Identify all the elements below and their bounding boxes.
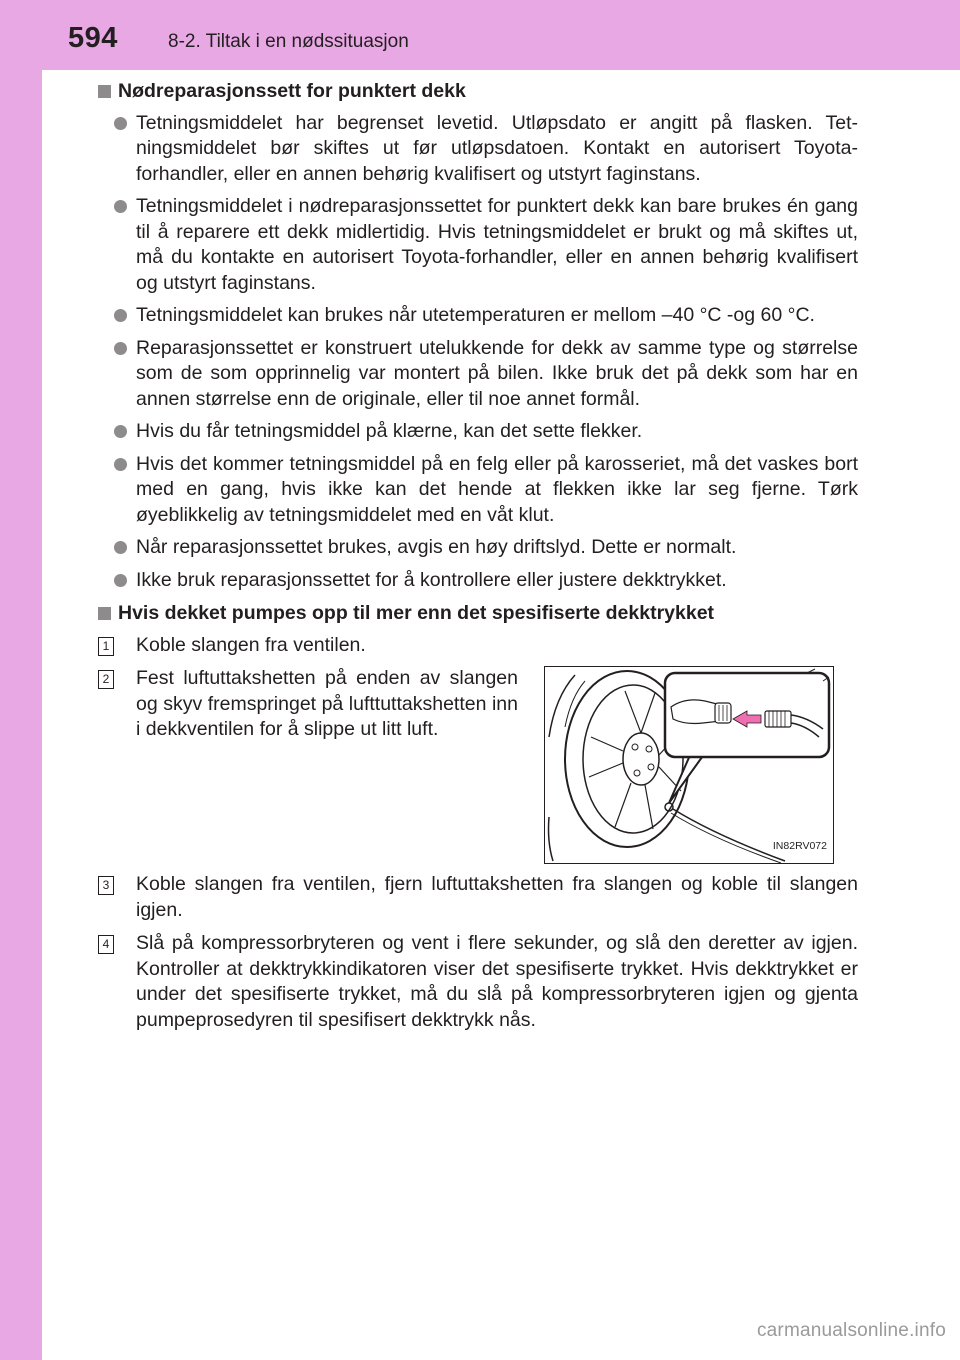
sub-heading-repair-kit: Nødreparasjonssett for punktert dekk <box>98 79 858 105</box>
step-item-1: 1 Koble slangen fra ventilen. <box>98 633 858 659</box>
step-number: 4 <box>98 935 114 954</box>
round-bullet-icon <box>114 117 127 130</box>
step-number: 3 <box>98 876 114 895</box>
square-bullet-icon <box>98 607 111 620</box>
round-bullet-icon <box>114 574 127 587</box>
bullet-item: Når reparasjonssettet brukes, avgis en høy driftslyd. Dette er normalt. <box>98 535 858 561</box>
page-number: 594 <box>68 22 118 54</box>
bullet-item: Ikke bruk reparasjonssettet for å kontrollere eller justere dekktrykket. <box>98 568 858 594</box>
bullet-item: Hvis det kommer tetningsmiddel på en felg eller på karosseriet, må det vaskes bort med en gang, hvis ikke kan det hende at flekken ikke lar seg fjerne. Tørk øyeblikkelig av tetningsmiddelet med en våt klut. <box>98 452 858 529</box>
bullet-item: Reparasjonssettet er konstruert utelukkende for dekk av samme type og størrelse som de som opprinnelig var montert på bilen. Ikke bruk det på dekk som har en annen størrelse enn de originale, eller til noe annet formål. <box>98 336 858 413</box>
figure-code: IN82RV072 <box>772 839 827 852</box>
bullet-item: Tetningsmiddelet har begrenset levetid. Utløpsdato er angitt på flasken. Tetningsmiddelet bør skiftes ut før utløpsdatoen. Kontakt en autorisert Toyota-forhandler, eller en annen behørig kvalifisert og utstyrt faginstans. <box>98 111 858 188</box>
sub-heading-overinflated: Hvis dekket pumpes opp til mer enn det spesifiserte dekktrykket <box>98 601 858 627</box>
header-band <box>0 0 960 70</box>
bullet-item: Hvis du får tetningsmiddel på klærne, kan det sette flekker. <box>98 419 858 445</box>
side-tab <box>0 0 42 1360</box>
step-item-2: 2 Fest luftuttakshetten på enden av slangen og skyv fremspringet på lufttuttakshetten inn i dekkventilen for å slippe ut litt luft. IN82RV072 <box>98 666 858 864</box>
step-item-3: 3 Koble slangen fra ventilen, fjern luftuttakshetten fra slangen og koble til slangen igjen. <box>98 872 858 923</box>
round-bullet-icon <box>114 309 127 322</box>
bullet-item: Tetningsmiddelet kan brukes når utetemperaturen er mellom –40 °C -og 60 °C. <box>98 303 858 329</box>
round-bullet-icon <box>114 342 127 355</box>
step-number: 1 <box>98 637 114 656</box>
round-bullet-icon <box>114 541 127 554</box>
tire-valve-illustration <box>544 666 834 864</box>
section-title: 8-2. Tiltak i en nødssituasjon <box>168 31 409 52</box>
round-bullet-icon <box>114 425 127 438</box>
step-number: 2 <box>98 670 114 689</box>
watermark: carmanualsonline.info <box>756 1320 946 1341</box>
square-bullet-icon <box>98 85 111 98</box>
step-item-4: 4 Slå på kompressorbryteren og vent i flere sekunder, og slå den deretter av igjen. Kontroller at dekktrykkindikatoren viser det spesifiserte trykket. Hvis dekktrykket er under det spesifiserte trykket, må du slå på kompressorbryteren igjen og gjenta pumpeprosedyren til spesifisert dekktrykk nås. <box>98 931 858 1033</box>
page-content <box>98 79 858 1041</box>
bullet-item: Tetningsmiddelet i nødreparasjonssettet for punktert dekk kan bare brukes én gang til å reparere ett dekk midlertidig. Hvis tetningsmiddelet er brukt og må skiftes ut, må du kontakte en autorisert Toyota-forhandler, eller en annen behørig kvalifisert og utstyrt faginstans. <box>98 194 858 296</box>
round-bullet-icon <box>114 200 127 213</box>
round-bullet-icon <box>114 458 127 471</box>
